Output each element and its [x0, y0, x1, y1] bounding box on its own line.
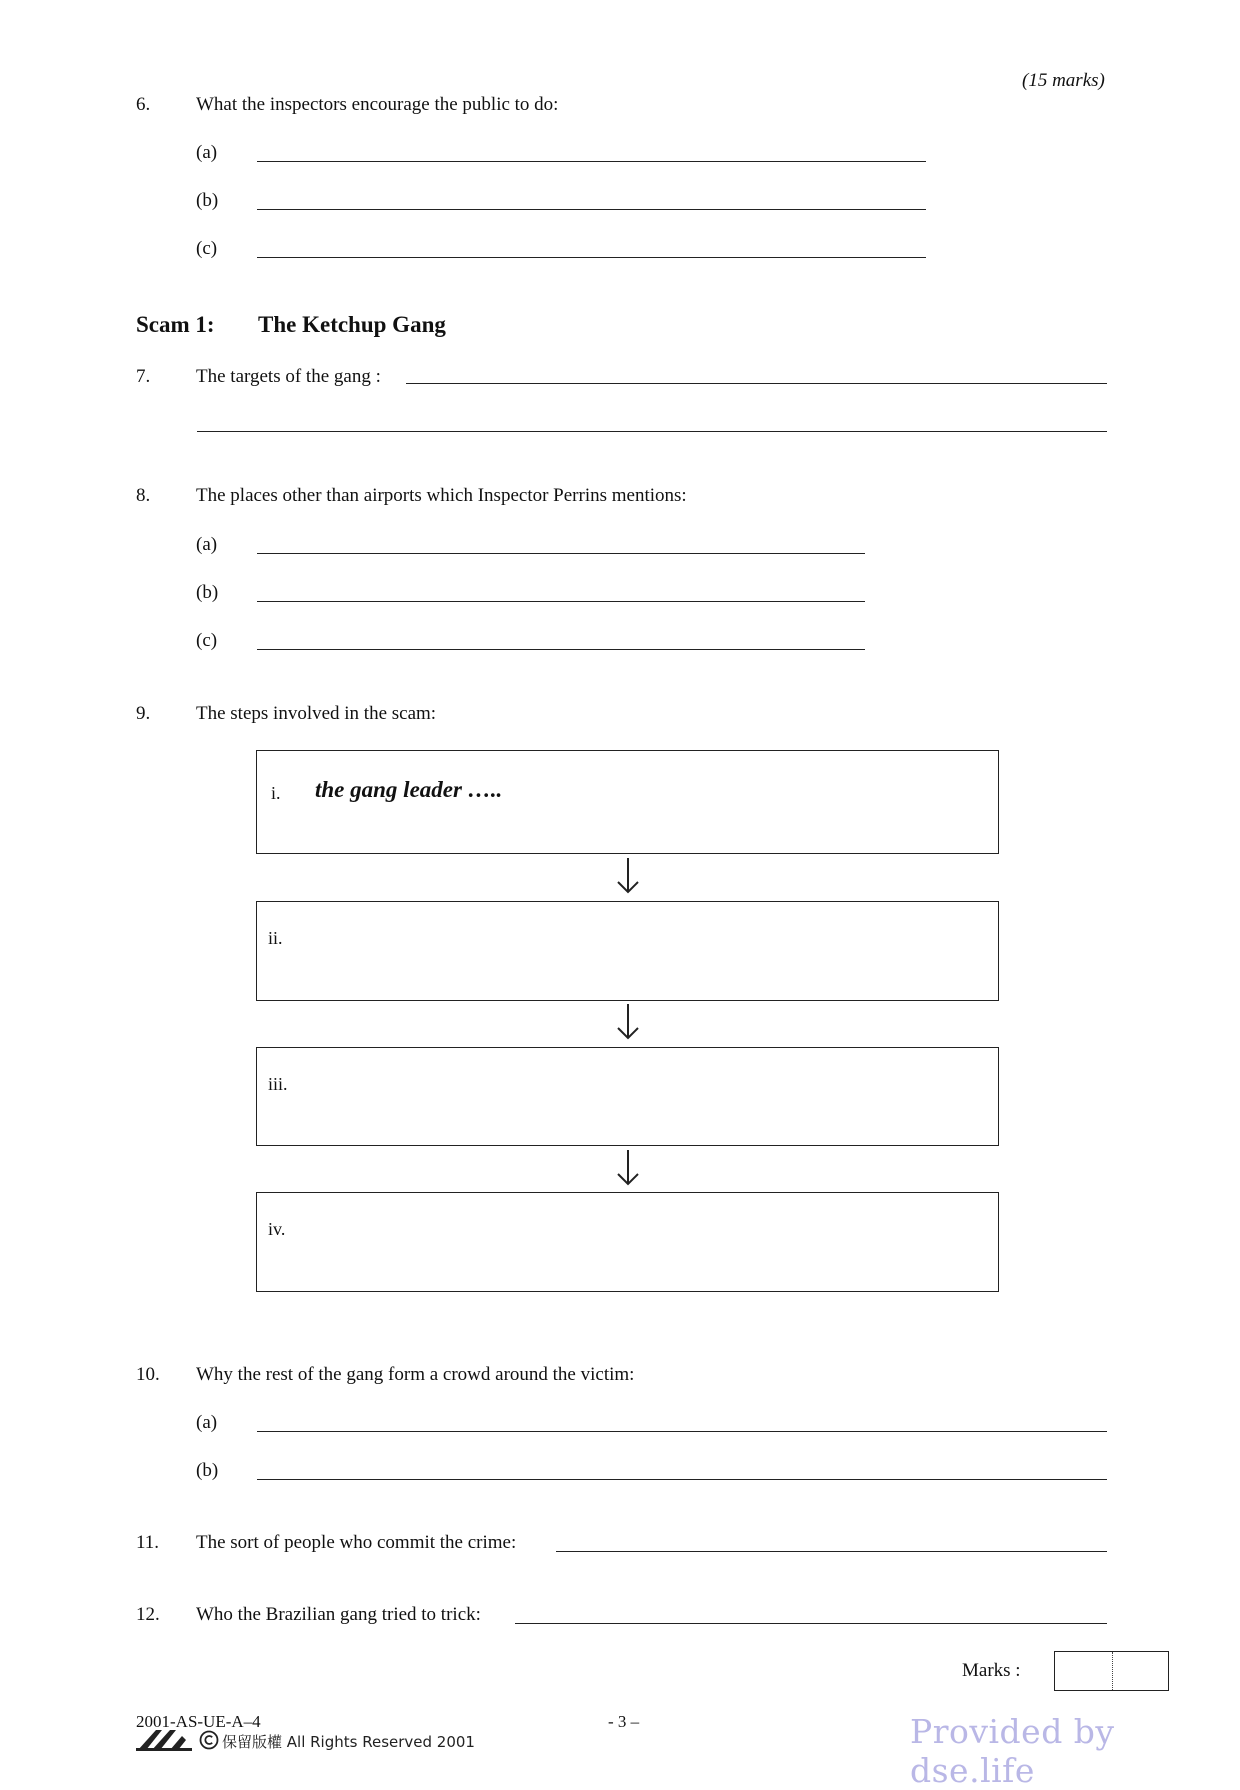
q7-answer-line-1[interactable] — [406, 383, 1107, 384]
q10-option-b-label: (b) — [196, 1460, 219, 1481]
step-1-text: the gang leader ….. — [315, 777, 503, 802]
q11-answer-line[interactable] — [556, 1551, 1107, 1552]
hkeaa-logo-icon — [136, 1726, 194, 1752]
watermark: Provided by dse.life — [910, 1712, 1115, 1790]
step-box-3[interactable] — [256, 1047, 999, 1146]
step-box-1[interactable] — [256, 750, 999, 854]
q10-number: 10. — [136, 1364, 160, 1385]
q10-prompt: Why the rest of the gang form a crowd around the victim: — [196, 1364, 635, 1385]
q6-number: 6. — [136, 94, 151, 115]
copyright-icon — [199, 1730, 219, 1750]
step-4-label: iv. — [268, 1219, 286, 1239]
q10-answer-line-a[interactable] — [257, 1431, 1107, 1432]
step-box-2[interactable] — [256, 901, 999, 1001]
q9-number: 9. — [136, 703, 151, 724]
q12-answer-line[interactable] — [515, 1623, 1107, 1624]
q6-option-c-label: (c) — [196, 238, 218, 259]
q6-option-a-label: (a) — [196, 142, 218, 163]
q8-option-a-label: (a) — [196, 534, 218, 555]
q12-prompt: Who the Brazilian gang tried to trick: — [196, 1604, 481, 1625]
q7-number: 7. — [136, 366, 151, 387]
step-1-label: i. — [271, 783, 281, 803]
q8-option-c-label: (c) — [196, 630, 218, 651]
q9-prompt: The steps involved in the scam: — [196, 703, 437, 724]
q7-prompt: The targets of the gang : — [196, 366, 381, 387]
q6-answer-line-c[interactable] — [257, 257, 926, 258]
scam-label: Scam 1: — [136, 312, 215, 337]
q8-answer-line-a[interactable] — [257, 553, 865, 554]
marks-box-divider — [1112, 1652, 1113, 1690]
page-number: - 3 – — [608, 1712, 640, 1731]
q10-option-a-label: (a) — [196, 1412, 218, 1433]
marks-box[interactable] — [1054, 1651, 1169, 1691]
q6-prompt: What the inspectors encourage the public to do: — [196, 94, 559, 115]
step-3-label: iii. — [268, 1074, 288, 1094]
q11-number: 11. — [136, 1532, 160, 1553]
step-box-4[interactable] — [256, 1192, 999, 1292]
q8-prompt: The places other than airports which Inspector Perrins mentions: — [196, 485, 687, 506]
q6-answer-line-a[interactable] — [257, 161, 926, 162]
down-arrow-icon — [613, 1002, 643, 1042]
q7-answer-line-2[interactable] — [197, 431, 1107, 432]
q8-answer-line-b[interactable] — [257, 601, 865, 602]
scam-title: The Ketchup Gang — [258, 312, 446, 337]
q12-number: 12. — [136, 1604, 160, 1625]
q8-number: 8. — [136, 485, 151, 506]
marks-label: Marks : — [962, 1660, 1021, 1681]
down-arrow-icon — [613, 856, 643, 896]
q6-answer-line-b[interactable] — [257, 209, 926, 210]
copyright-text: 保留版權 All Rights Reserved 2001 — [222, 1733, 475, 1751]
paper-code: 2001-AS-UE-A–4 — [136, 1712, 261, 1731]
step-2-label: ii. — [268, 928, 283, 948]
q11-prompt: The sort of people who commit the crime: — [196, 1532, 517, 1553]
down-arrow-icon — [613, 1148, 643, 1188]
marks-note: (15 marks) — [1022, 70, 1105, 91]
q8-option-b-label: (b) — [196, 582, 219, 603]
q10-answer-line-b[interactable] — [257, 1479, 1107, 1480]
q6-option-b-label: (b) — [196, 190, 219, 211]
q8-answer-line-c[interactable] — [257, 649, 865, 650]
